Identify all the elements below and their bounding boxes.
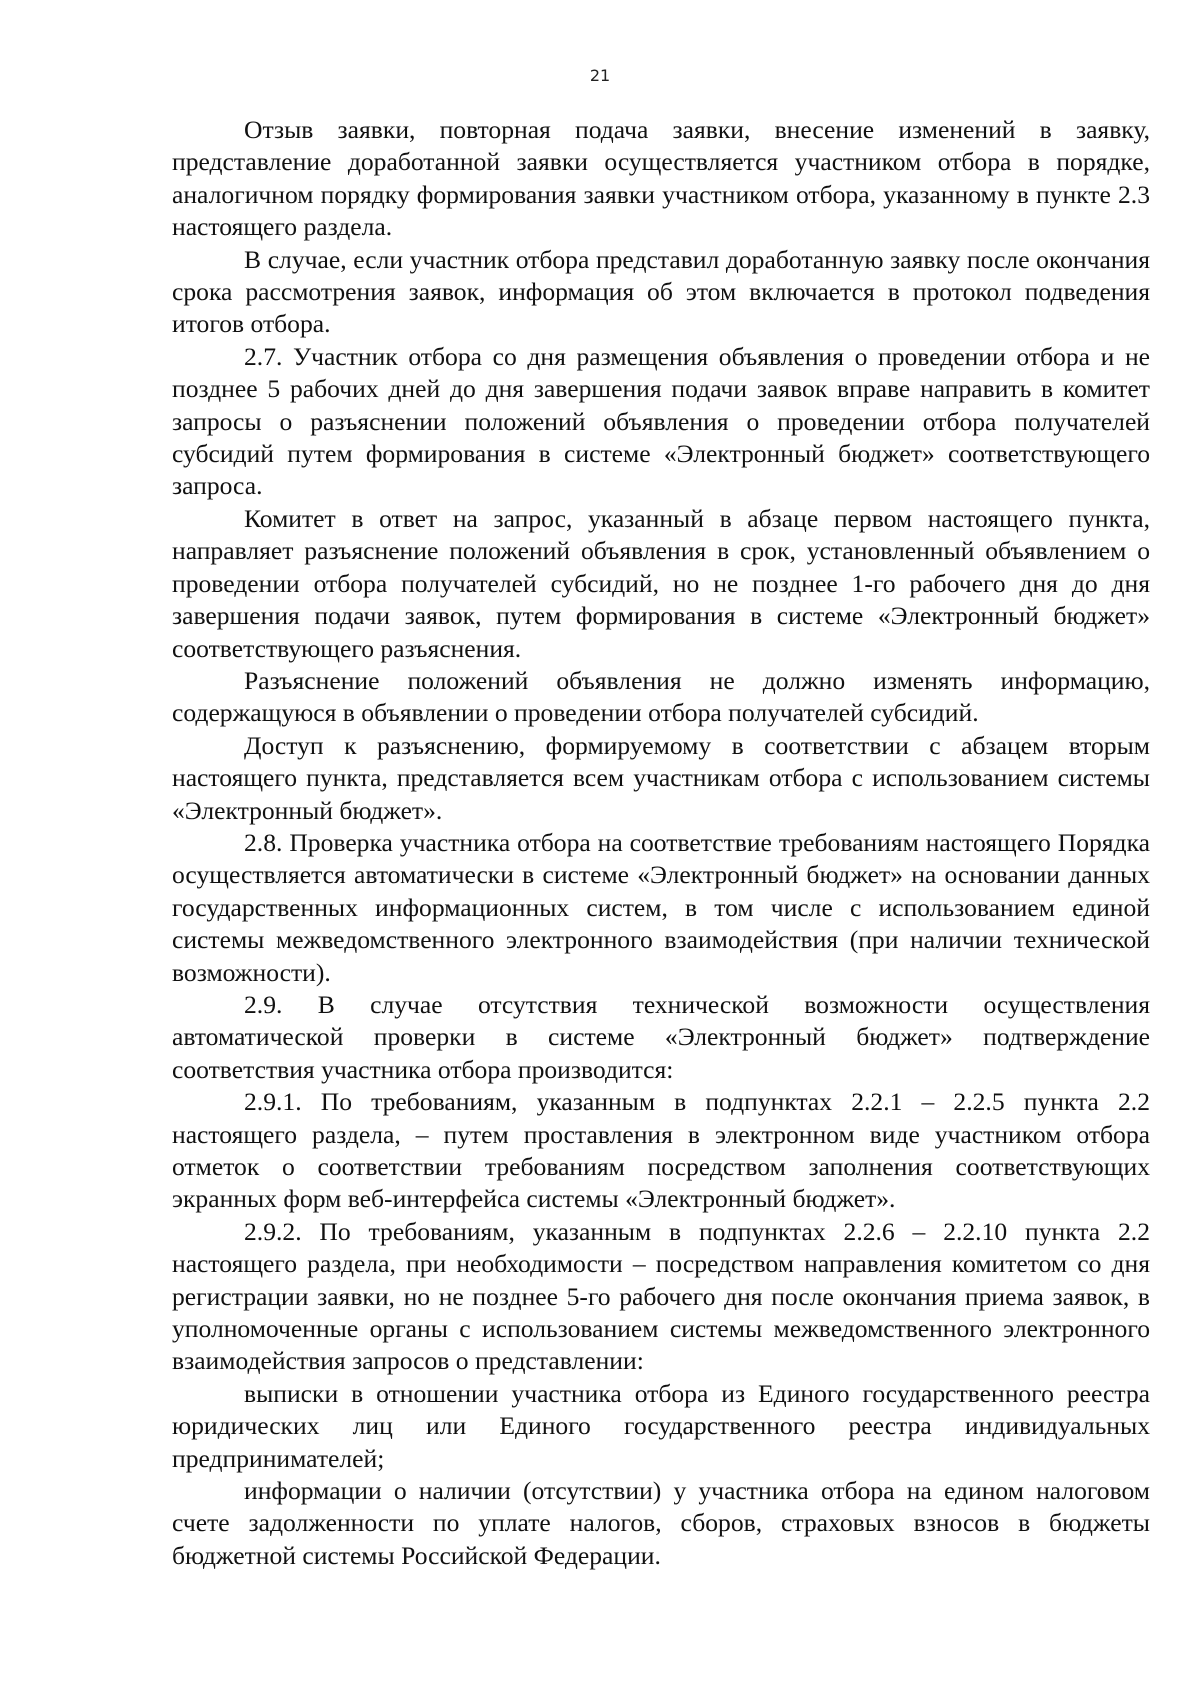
paragraph: Доступ к разъяснению, формируемому в соответствии с абзацем вторым настоящего пункта, представляется всем участникам отбора с использованием системы «Электронный бюджет». <box>172 730 1150 825</box>
paragraph: Комитет в ответ на запрос, указанный в абзаце первом настоящего пункта, направляет разъяснение положений объявления в срок, установленный объявлением о проведении отбора получателей субсидий, но не позднее 1-го рабочего дня до дня завершения подачи заявок, путем формирования в системе «Электронный бюджет» соответствующего разъяснения. <box>172 503 1150 663</box>
paragraph: 2.8. Проверка участника отбора на соответствие требованиям настоящего Порядка осуществляется автоматически в системе «Электронный бюджет» на основании данных государственных информационных систем, в том числе с использованием единой системы межведомственного электронного взаимодействия (при наличии технической возможности). <box>172 827 1150 987</box>
page-number: 21 <box>589 66 611 85</box>
paragraph: В случае, если участник отбора представил доработанную заявку после окончания срока рассмотрения заявок, информация об этом включается в протокол подведения итогов отбора. <box>172 244 1150 339</box>
document-body <box>172 114 1150 1572</box>
paragraph: 2.9.1. По требованиям, указанным в подпунктах 2.2.1 – 2.2.5 пункта 2.2 настоящего раздела, – путем проставления в электронном виде участником отбора отметок о соответствии требованиям посредством заполнения соответствующих экранных форм веб-интерфейса системы «Электронный бюджет». <box>172 1087 1150 1214</box>
paragraph: 2.9. В случае отсутствия технической возможности осуществления автоматической проверки в системе «Электронный бюджет» подтверждение соответствия участника отбора производится: <box>172 989 1150 1084</box>
paragraph: 2.9.2. По требованиям, указанным в подпунктах 2.2.6 – 2.2.10 пункта 2.2 настоящего раздела, при необходимости – посредством направления комитетом со дня регистрации заявки, но не позднее 5-го рабочего дня после окончания приема заявок, в уполномоченные органы с использованием системы межведомственного электронного взаимодействия запросов о представлении: <box>172 1216 1150 1376</box>
paragraph: 2.7. Участник отбора со дня размещения объявления о проведении отбора и не позднее 5 рабочих дней до дня завершения подачи заявок вправе направить в комитет запросы о разъяснении положений объявления о проведении отбора получателей субсидий путем формирования в системе «Электронный бюджет» соответствующего запроса. <box>172 341 1150 501</box>
paragraph: информации о наличии (отсутствии) у участника отбора на едином налоговом счете задолженности по уплате налогов, сборов, страховых взносов в бюджеты бюджетной системы Российской Федерации. <box>172 1476 1150 1570</box>
paragraph: Разъяснение положений объявления не должно изменять информацию, содержащуюся в объявлении о проведении отбора получателей субсидий. <box>172 665 1150 728</box>
paragraph: выписки в отношении участника отбора из Единого государственного реестра юридических лиц или Единого государственного реестра индивидуальных предпринимателей; <box>172 1378 1150 1473</box>
paragraph: Отзыв заявки, повторная подача заявки, внесение изменений в заявку, представление доработанной заявки осуществляется участником отбора в порядке, аналогичном порядку формирования заявки участником отбора, указанному в пункте 2.3 настоящего раздела. <box>172 115 1150 242</box>
